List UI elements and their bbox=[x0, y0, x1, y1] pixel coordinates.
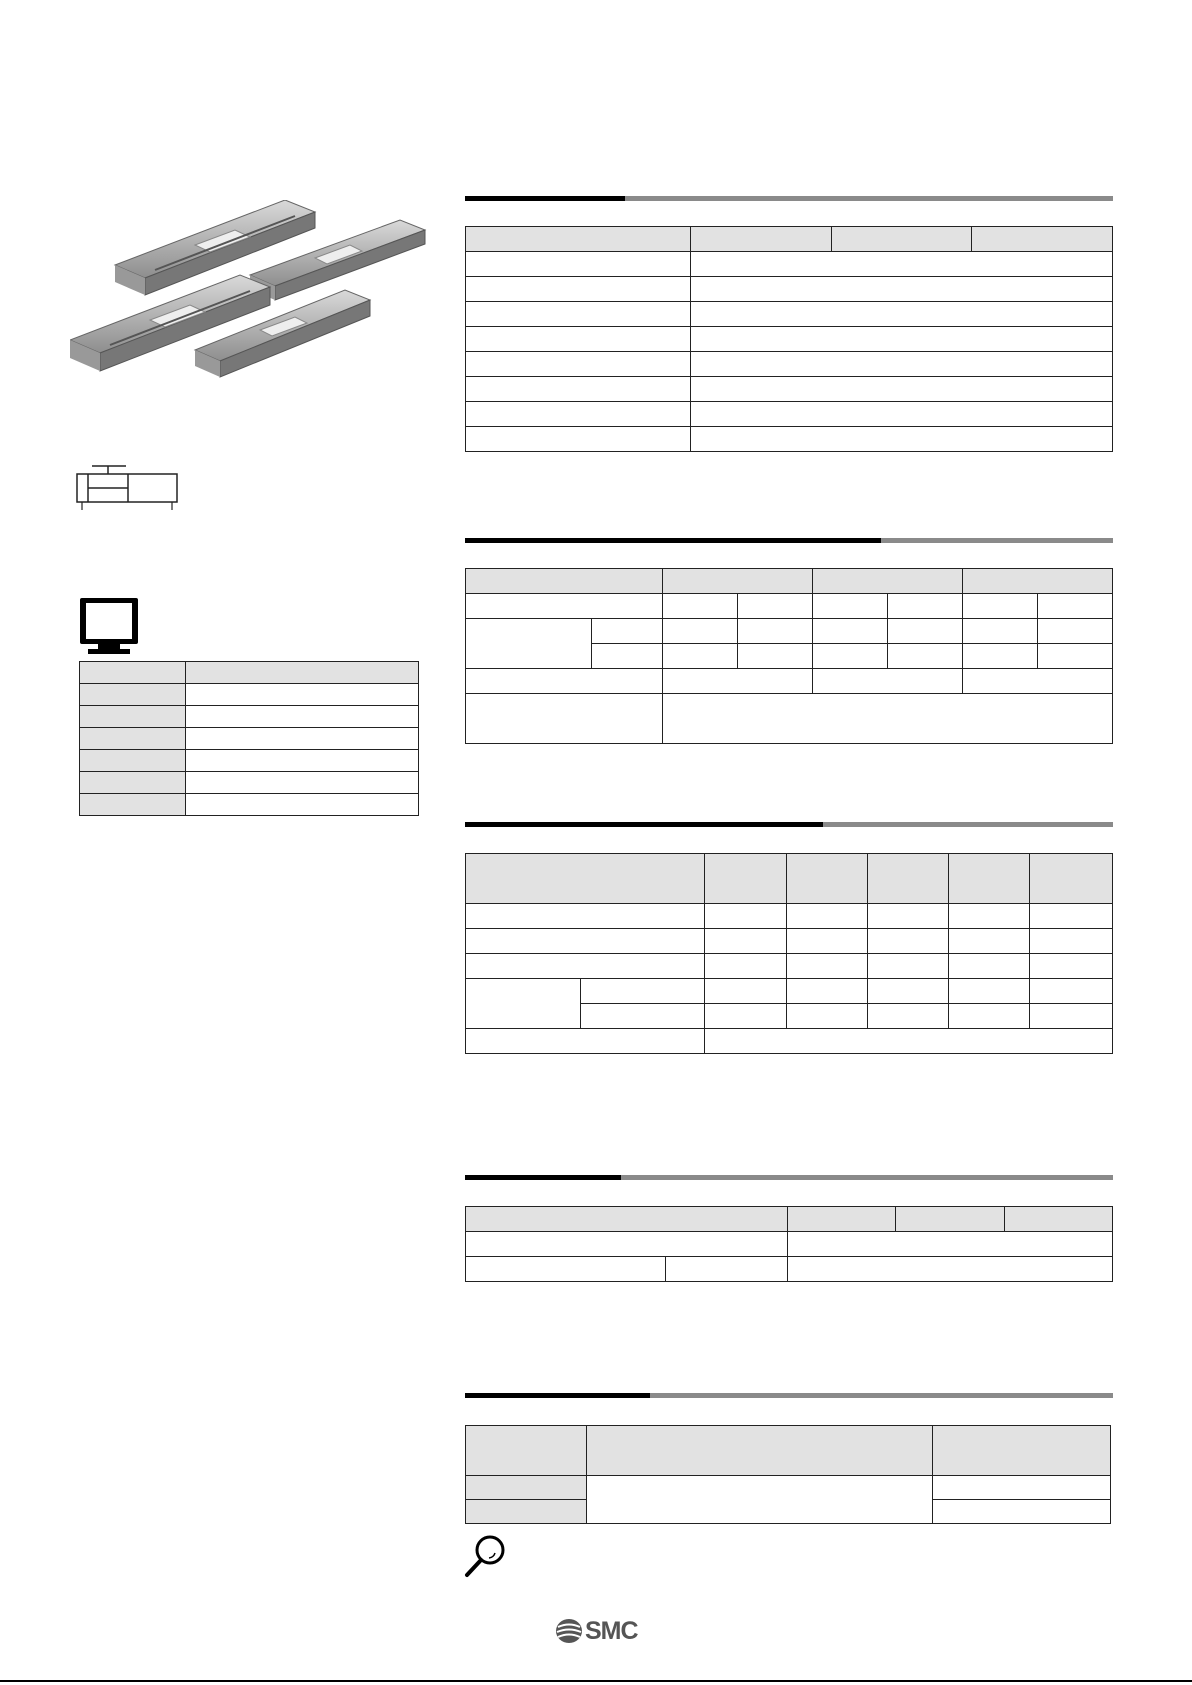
table-cell bbox=[186, 728, 419, 750]
table-cell bbox=[705, 854, 787, 904]
table-row bbox=[466, 1029, 1113, 1054]
table-cell bbox=[663, 569, 813, 594]
table-cell bbox=[466, 929, 705, 954]
table-cell bbox=[587, 1476, 933, 1524]
table-cell bbox=[705, 979, 787, 1004]
weight-table bbox=[465, 853, 1113, 1054]
table-cell bbox=[663, 619, 738, 644]
table-row bbox=[466, 979, 1113, 1004]
table-cell bbox=[80, 706, 186, 728]
table-cell bbox=[186, 662, 419, 684]
table-cell bbox=[587, 1426, 933, 1476]
table-cell bbox=[787, 904, 868, 929]
table-cell bbox=[738, 594, 813, 619]
table-cell bbox=[868, 1004, 949, 1029]
table-row bbox=[466, 427, 1113, 452]
table-cell bbox=[186, 684, 419, 706]
table-cell bbox=[592, 619, 663, 644]
table-cell bbox=[788, 1207, 896, 1232]
table-row bbox=[466, 694, 1113, 744]
table-cell bbox=[186, 772, 419, 794]
table-row bbox=[80, 728, 419, 750]
table-cell bbox=[705, 929, 787, 954]
table-cell bbox=[1030, 1004, 1113, 1029]
table-row bbox=[466, 277, 1113, 302]
magnifier-icon bbox=[462, 1532, 510, 1580]
table-cell bbox=[1030, 929, 1113, 954]
table-cell bbox=[1030, 954, 1113, 979]
section-rule-1 bbox=[465, 196, 1113, 201]
table-row bbox=[466, 1476, 1111, 1500]
table-cell bbox=[1038, 644, 1113, 669]
table-cell bbox=[466, 594, 663, 619]
table-cell bbox=[933, 1476, 1111, 1500]
table-cell bbox=[691, 427, 1113, 452]
table-cell bbox=[787, 854, 868, 904]
table-cell bbox=[949, 954, 1030, 979]
table-cell bbox=[868, 954, 949, 979]
table-cell bbox=[581, 979, 705, 1004]
table-cell bbox=[466, 694, 663, 744]
option-table bbox=[465, 1425, 1111, 1524]
table-cell bbox=[787, 979, 868, 1004]
table-cell bbox=[1038, 619, 1113, 644]
table-row bbox=[466, 569, 1113, 594]
pneumatic-symbol-icon bbox=[72, 464, 184, 510]
table-row bbox=[466, 854, 1113, 904]
table-cell bbox=[466, 904, 705, 929]
table-cell bbox=[466, 377, 691, 402]
table-cell bbox=[592, 644, 663, 669]
table-cell bbox=[466, 979, 581, 1029]
smc-logo-text: SMC bbox=[585, 1616, 638, 1645]
table-cell bbox=[466, 669, 663, 694]
table-cell bbox=[663, 694, 1113, 744]
table-cell bbox=[949, 979, 1030, 1004]
smc-logo-mark-icon bbox=[555, 1618, 583, 1644]
table-cell bbox=[963, 669, 1113, 694]
table-cell bbox=[949, 1004, 1030, 1029]
table-row bbox=[466, 1232, 1113, 1257]
table-cell bbox=[466, 402, 691, 427]
table-cell bbox=[80, 728, 186, 750]
table-cell bbox=[691, 352, 1113, 377]
table-cell bbox=[705, 954, 787, 979]
table-cell bbox=[888, 644, 963, 669]
table-cell bbox=[963, 619, 1038, 644]
table-cell bbox=[466, 1232, 788, 1257]
section-rule-4 bbox=[465, 1175, 1113, 1180]
section-rule-3 bbox=[465, 822, 1113, 827]
table-row bbox=[80, 750, 419, 772]
table-cell bbox=[466, 854, 705, 904]
table-cell bbox=[466, 327, 691, 352]
table-cell bbox=[466, 1500, 587, 1524]
theoretical-output-table bbox=[465, 568, 1113, 744]
table-cell bbox=[691, 402, 1113, 427]
table-cell bbox=[813, 669, 963, 694]
table-cell bbox=[466, 227, 691, 252]
table-cell bbox=[186, 706, 419, 728]
table-cell bbox=[705, 1004, 787, 1029]
table-cell bbox=[691, 377, 1113, 402]
table-cell bbox=[949, 929, 1030, 954]
table-cell bbox=[691, 227, 832, 252]
table-row bbox=[80, 706, 419, 728]
table-row bbox=[466, 1207, 1113, 1232]
table-cell bbox=[466, 569, 663, 594]
table-row bbox=[80, 772, 419, 794]
table-row bbox=[466, 904, 1113, 929]
table-cell bbox=[80, 662, 186, 684]
table-cell bbox=[666, 1257, 788, 1282]
table-cell bbox=[813, 644, 888, 669]
table-cell bbox=[691, 252, 1113, 277]
table-cell bbox=[80, 684, 186, 706]
table-cell bbox=[466, 1257, 666, 1282]
table-cell bbox=[466, 427, 691, 452]
table-cell bbox=[466, 1029, 705, 1054]
table-cell bbox=[933, 1500, 1111, 1524]
monitor-icon bbox=[78, 596, 142, 656]
table-cell bbox=[788, 1232, 1113, 1257]
table-cell bbox=[787, 954, 868, 979]
table-row bbox=[466, 377, 1113, 402]
table-row bbox=[466, 1257, 1113, 1282]
footer-line bbox=[0, 1680, 1192, 1682]
table-row bbox=[466, 302, 1113, 327]
table-cell bbox=[705, 904, 787, 929]
table-cell bbox=[466, 302, 691, 327]
table-cell bbox=[186, 794, 419, 816]
table-cell bbox=[663, 644, 738, 669]
table-cell bbox=[466, 1476, 587, 1500]
table-cell bbox=[868, 854, 949, 904]
table-cell bbox=[1030, 979, 1113, 1004]
table-row bbox=[466, 594, 1113, 619]
table-cell bbox=[80, 750, 186, 772]
table-cell bbox=[813, 594, 888, 619]
table-cell bbox=[738, 644, 813, 669]
table-cell bbox=[972, 227, 1113, 252]
table-cell bbox=[1030, 904, 1113, 929]
table-cell bbox=[949, 904, 1030, 929]
table-cell bbox=[813, 619, 888, 644]
table-cell bbox=[963, 594, 1038, 619]
table-cell bbox=[933, 1426, 1111, 1476]
table-cell bbox=[896, 1207, 1005, 1232]
table-cell bbox=[788, 1257, 1113, 1282]
stroke-table bbox=[465, 1206, 1113, 1282]
table-cell bbox=[466, 954, 705, 979]
table-cell bbox=[663, 594, 738, 619]
table-cell bbox=[787, 1004, 868, 1029]
table-cell bbox=[466, 1426, 587, 1476]
table-cell bbox=[787, 929, 868, 954]
table-cell bbox=[466, 252, 691, 277]
table-row bbox=[466, 954, 1113, 979]
side-table bbox=[79, 661, 419, 816]
table-cell bbox=[963, 569, 1113, 594]
table-row bbox=[80, 684, 419, 706]
table-row bbox=[466, 669, 1113, 694]
smc-logo bbox=[555, 1617, 638, 1645]
table-cell bbox=[868, 979, 949, 1004]
table-cell bbox=[466, 277, 691, 302]
table-row bbox=[80, 662, 419, 684]
section-rule-2 bbox=[465, 538, 1113, 543]
table-cell bbox=[888, 594, 963, 619]
table-cell bbox=[1005, 1207, 1113, 1232]
table-cell bbox=[963, 644, 1038, 669]
table-cell bbox=[691, 277, 1113, 302]
table-row bbox=[466, 327, 1113, 352]
table-cell bbox=[466, 619, 592, 669]
table-row bbox=[466, 929, 1113, 954]
table-cell bbox=[691, 302, 1113, 327]
table-row bbox=[466, 252, 1113, 277]
table-row bbox=[466, 227, 1113, 252]
table-cell bbox=[868, 904, 949, 929]
table-cell bbox=[705, 1029, 1113, 1054]
table-row bbox=[466, 1426, 1111, 1476]
table-row bbox=[466, 619, 1113, 644]
table-cell bbox=[581, 1004, 705, 1029]
table-cell bbox=[888, 619, 963, 644]
table-row bbox=[466, 402, 1113, 427]
table-cell bbox=[1030, 854, 1113, 904]
table-cell bbox=[466, 352, 691, 377]
table-cell bbox=[868, 929, 949, 954]
table-cell bbox=[832, 227, 972, 252]
table-row bbox=[80, 794, 419, 816]
table-cell bbox=[738, 619, 813, 644]
table-row bbox=[466, 352, 1113, 377]
specifications-table bbox=[465, 226, 1113, 452]
table-cell bbox=[813, 569, 963, 594]
table-cell bbox=[663, 669, 813, 694]
table-cell bbox=[466, 1207, 788, 1232]
section-rule-5 bbox=[465, 1393, 1113, 1398]
table-cell bbox=[186, 750, 419, 772]
table-cell bbox=[80, 772, 186, 794]
table-cell bbox=[80, 794, 186, 816]
table-cell bbox=[1038, 594, 1113, 619]
table-cell bbox=[949, 854, 1030, 904]
product-photo bbox=[70, 200, 450, 410]
table-cell bbox=[691, 327, 1113, 352]
